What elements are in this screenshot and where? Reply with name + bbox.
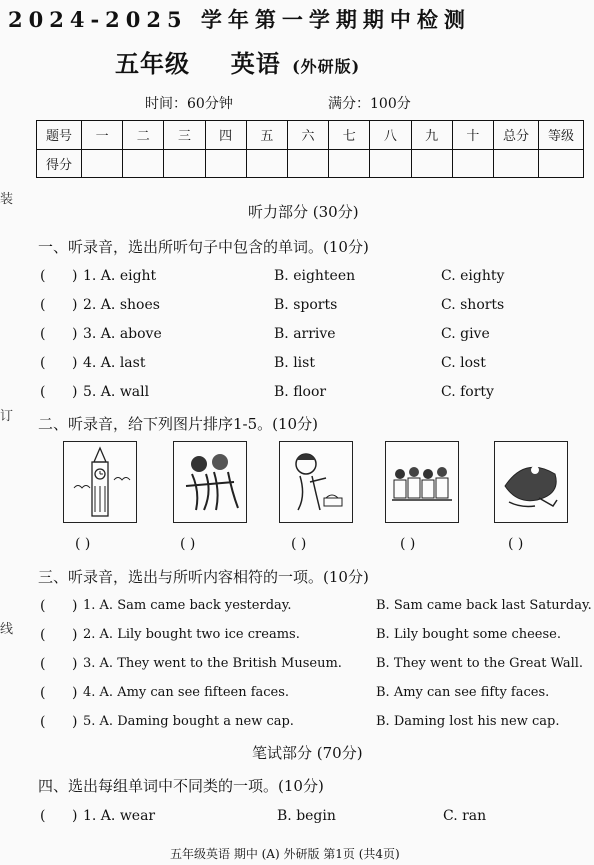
picture-answer-blank[interactable]: ( ) [180, 536, 196, 552]
answer-paren: ( [40, 297, 46, 313]
answer-paren: ( [40, 808, 46, 824]
answer-paren-close: ) [72, 656, 78, 672]
person-falling-icon [495, 442, 567, 522]
listening-section-title: 听力部分 (30分) [248, 203, 359, 221]
exam-subtitle [115, 44, 360, 79]
picture-answer-blank[interactable]: ( ) [75, 536, 91, 552]
part1-q2-c: C. shorts [441, 297, 505, 313]
person-falling-picture [494, 441, 568, 523]
part1-q1-b: B. eighteen [274, 268, 356, 284]
big-ben-picture [63, 441, 137, 523]
part3-title: 三、听录音，选出与所听内容相符的一项。(10分) [38, 568, 369, 586]
part2-title: 二、听录音，给下列图片排序1-5。(10分) [38, 415, 318, 433]
margin-char-xian: 线 [0, 622, 14, 637]
score-cell: 十 [452, 121, 493, 150]
part4-q1-b: B. begin [277, 808, 336, 824]
score-cell: 八 [370, 121, 411, 150]
score-cell: 七 [329, 121, 370, 150]
score-blank-cell[interactable] [246, 149, 287, 178]
part4-q1-c: C. ran [443, 808, 487, 824]
big-ben-icon [64, 442, 136, 522]
subject-label: 英语 [230, 49, 281, 78]
part1-title: 一、听录音，选出所听句子中包含的单词。(10分) [38, 238, 369, 256]
score-cell: 六 [287, 121, 328, 150]
answer-paren: ( [40, 656, 46, 672]
written-section-title: 笔试部分 (70分) [252, 744, 363, 762]
part3-q1-b: B. Sam came back last Saturday. [376, 598, 592, 613]
score-blank-cell[interactable] [411, 149, 452, 178]
score-blank-cell[interactable] [494, 149, 539, 178]
part1-q3-b: B. arrive [274, 326, 336, 342]
score-blank-cell[interactable] [164, 149, 205, 178]
score-cell: 九 [411, 121, 452, 150]
score-cell: 五 [246, 121, 287, 150]
picture-answer-blank[interactable]: ( ) [400, 536, 416, 552]
part3-q4-a: 4. A. Amy can see fifteen faces. [83, 685, 290, 700]
part1-q5-c: C. forty [441, 384, 494, 400]
margin-char-ding: 订 [0, 409, 14, 424]
score-blank-cell[interactable] [287, 149, 328, 178]
part3-q5-b: B. Daming lost his new cap. [376, 714, 560, 729]
answer-paren: ( [40, 627, 46, 643]
answer-paren-close: ) [72, 808, 78, 824]
score-cell: 题号 [37, 121, 82, 150]
answer-paren-close: ) [72, 297, 78, 313]
score-table [36, 120, 584, 178]
part4-title: 四、选出每组单词中不同类的一项。(10分) [38, 777, 324, 795]
part1-q5-a: 5. A. wall [83, 384, 150, 400]
part1-q1-a: 1. A. eight [83, 268, 157, 284]
edition-label: (外研版) [292, 57, 361, 76]
page-footer: 五年级英语 期中 (A) 外研版 第1页 (共4页) [170, 847, 400, 861]
score-cell: 二 [123, 121, 164, 150]
kids-playing-icon [174, 442, 246, 522]
part1-q4-b: B. list [274, 355, 315, 371]
answer-paren: ( [40, 714, 46, 730]
score-cell: 等级 [539, 121, 584, 150]
part3-q1-a: 1. A. Sam came back yesterday. [83, 598, 292, 613]
score-table-header-row [37, 121, 584, 150]
answer-paren: ( [40, 326, 46, 342]
score-cell: 一 [82, 121, 123, 150]
answer-paren: ( [40, 384, 46, 400]
part1-q3-c: C. give [441, 326, 490, 342]
part4-q1-a: 1. A. wear [83, 808, 156, 824]
answer-paren-close: ) [72, 355, 78, 371]
answer-paren-close: ) [72, 598, 78, 614]
score-blank-cell[interactable] [452, 149, 493, 178]
answer-paren-close: ) [72, 384, 78, 400]
part1-q2-b: B. sports [274, 297, 338, 313]
part3-q3-b: B. They went to the Great Wall. [376, 656, 584, 671]
boy-eating-picture [279, 441, 353, 523]
audience-icon [386, 442, 458, 522]
kids-playing-picture [173, 441, 247, 523]
time-limit: 时间：60分钟 [145, 96, 233, 112]
boy-eating-icon [280, 442, 352, 522]
score-cell: 总分 [494, 121, 539, 150]
answer-paren: ( [40, 685, 46, 701]
answer-paren-close: ) [72, 326, 78, 342]
full-score: 满分：100分 [328, 96, 411, 112]
part3-q3-a: 3. A. They went to the British Museum. [83, 656, 342, 671]
grade-label: 五年级 [115, 49, 190, 78]
part1-q4-c: C. lost [441, 355, 486, 371]
answer-paren-close: ) [72, 627, 78, 643]
part1-q3-a: 3. A. above [83, 326, 162, 342]
score-blank-cell[interactable] [82, 149, 123, 178]
part3-q2-a: 2. A. Lily bought two ice creams. [83, 627, 300, 642]
score-table-score-row [37, 149, 584, 178]
score-blank-cell[interactable] [539, 149, 584, 178]
answer-paren-close: ) [72, 268, 78, 284]
score-row-label: 得分 [37, 149, 82, 178]
part1-q2-a: 2. A. shoes [83, 297, 160, 313]
score-cell: 四 [205, 121, 246, 150]
score-blank-cell[interactable] [329, 149, 370, 178]
answer-paren-close: ) [72, 685, 78, 701]
score-cell: 三 [164, 121, 205, 150]
part3-q4-b: B. Amy can see fifty faces. [376, 685, 550, 700]
score-blank-cell[interactable] [123, 149, 164, 178]
score-blank-cell[interactable] [370, 149, 411, 178]
answer-paren: ( [40, 355, 46, 371]
score-blank-cell[interactable] [205, 149, 246, 178]
part1-q5-b: B. floor [274, 384, 327, 400]
margin-char-zhuang: 装 [0, 192, 14, 207]
picture-answer-blank[interactable]: ( ) [508, 536, 524, 552]
answer-paren: ( [40, 268, 46, 284]
part1-q4-a: 4. A. last [83, 355, 146, 371]
part3-q2-b: B. Lily bought some cheese. [376, 627, 562, 642]
picture-answer-blank[interactable]: ( ) [291, 536, 307, 552]
answer-paren-close: ) [72, 714, 78, 730]
part3-q5-a: 5. A. Daming bought a new cap. [83, 714, 294, 729]
part1-q1-c: C. eighty [441, 268, 505, 284]
audience-picture [385, 441, 459, 523]
answer-paren: ( [40, 598, 46, 614]
exam-title: 2024-2025 学年第一学期期中检测 [8, 7, 471, 32]
